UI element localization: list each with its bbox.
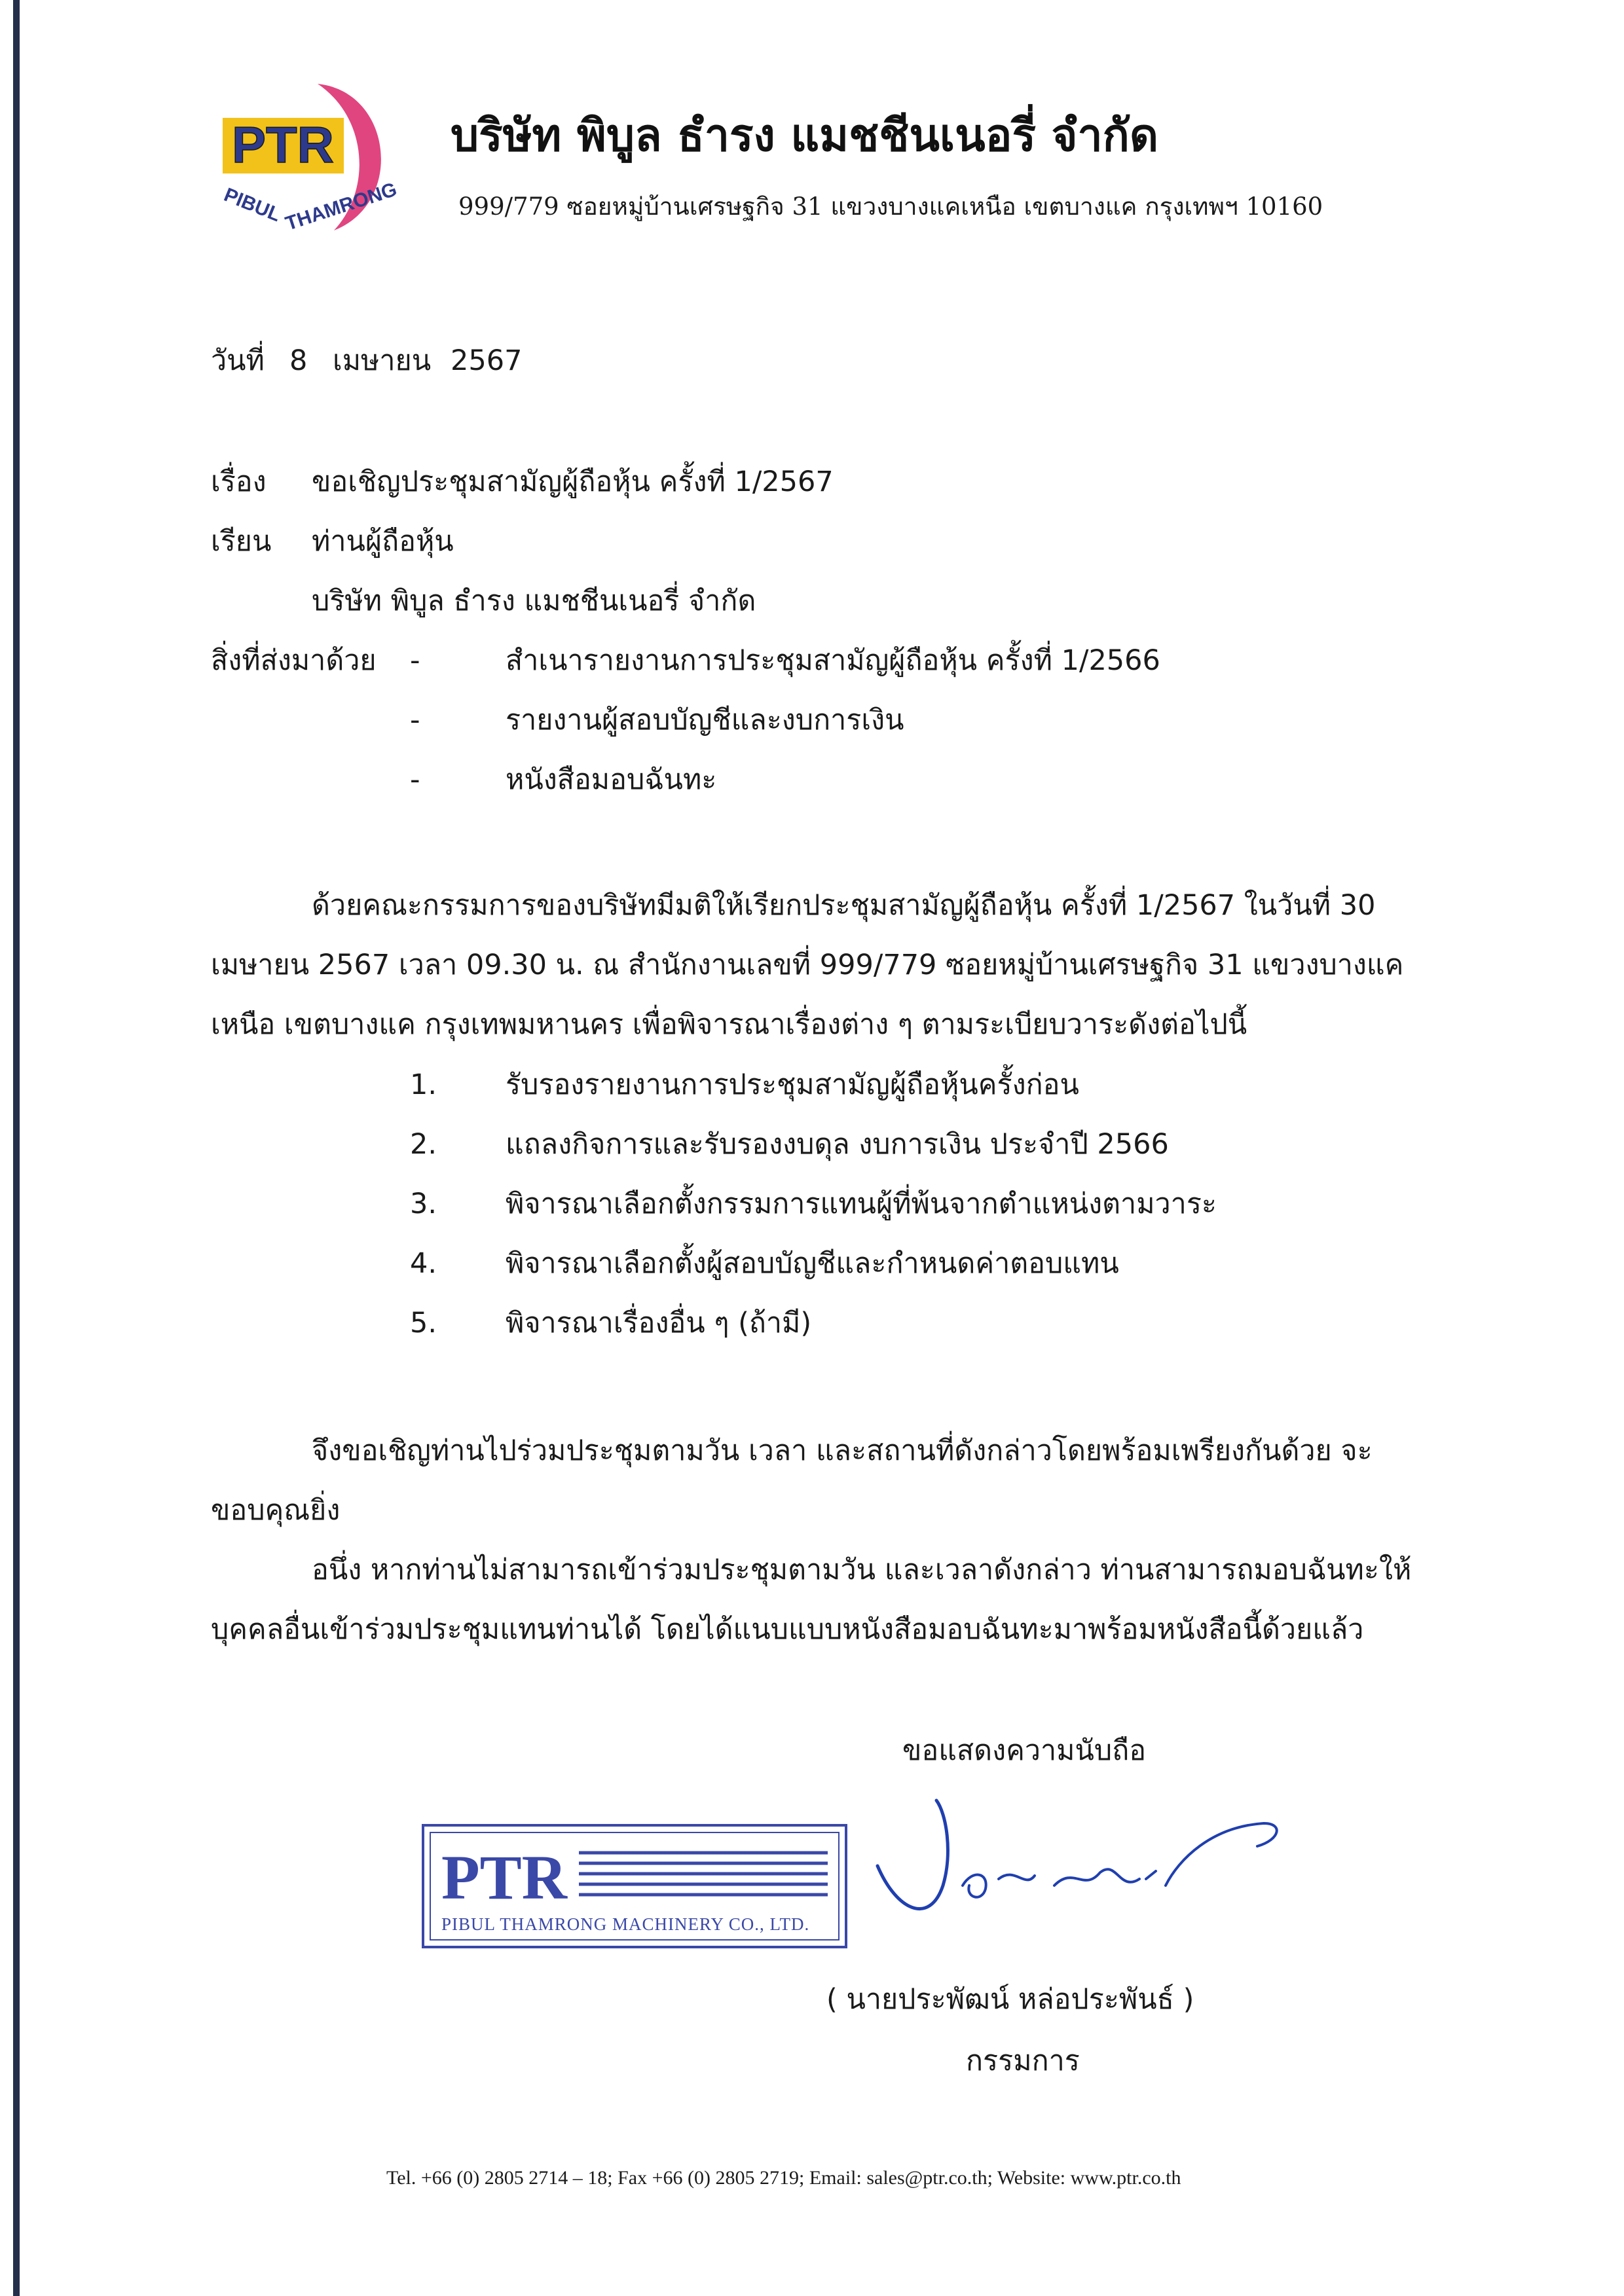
company-name: บริษัท พิบูล ธำรง แมชชีนเนอรี่ จำกัด	[451, 109, 1158, 162]
recipient-line-2: บริษัท พิบูล ธำรง แมชชีนเนอรี่ จำกัด	[312, 585, 756, 617]
body-paragraph-line: เมษายน 2567 เวลา 09.30 น. ณ สำนักงานเลขที่ 999/779 ซอยหมู่บ้านเศรษฐกิจ 31 แขวงบางแค	[211, 949, 1404, 981]
date-month: เมษายน	[333, 344, 432, 377]
closing-regards: ขอแสดงความนับถือ	[902, 1734, 1147, 1767]
enclosures-label: สิ่งที่ส่งมาด้วย	[211, 644, 377, 677]
body-paragraph-line: อนึ่ง หากท่านไม่สามารถเข้าร่วมประชุมตามวัน และเวลาดังกล่าว ท่านสามารถมอบฉันทะให้	[312, 1554, 1412, 1586]
signer-name: ( นายประพัฒน์ หล่อประพันธ์ )	[826, 1983, 1194, 2016]
body-paragraph-line: เหนือ เขตบางแค กรุงเทพมหานคร เพื่อพิจารณาเรื่องต่าง ๆ ตามระเบียบวาระดังต่อไปนี้	[211, 1008, 1247, 1041]
agenda-number: 5.	[410, 1307, 437, 1339]
company-stamp	[422, 1824, 847, 1948]
enclosure-item: หนังสือมอบฉันทะ	[506, 763, 717, 796]
ptr-logo	[196, 79, 419, 242]
agenda-number: 1.	[410, 1068, 437, 1101]
body-paragraph-line: ขอบคุณยิ่ง	[211, 1494, 341, 1527]
date-label: วันที่	[211, 344, 265, 377]
date-day: 8	[289, 344, 308, 377]
enclosure-item: รายงานผู้สอบบัญชีและงบการเงิน	[506, 704, 904, 737]
enclosure-item: สำเนารายงานการประชุมสามัญผู้ถือหุ้น ครั้งที่ 1/2566	[506, 644, 1160, 677]
agenda-number: 3.	[410, 1188, 437, 1220]
recipient-line-1: ท่านผู้ถือหุ้น	[312, 525, 454, 558]
svg-text:PTR: PTR	[441, 1842, 567, 1912]
footer-contact: Tel. +66 (0) 2805 2714 – 18; Fax +66 (0) 2805 2719; Email: sales@ptr.co.th; Website: www.ptr.co.th	[386, 2167, 1181, 2189]
agenda-item: พิจารณาเลือกตั้งผู้สอบบัญชีและกำหนดค่าตอบแทน	[506, 1247, 1119, 1280]
body-paragraph-line: ด้วยคณะกรรมการของบริษัทมีมติให้เรียกประชุมสามัญผู้ถือหุ้น ครั้งที่ 1/2567 ในวันที่ 30	[312, 889, 1376, 922]
agenda-item: รับรองรายงานการประชุมสามัญผู้ถือหุ้นครั้งก่อน	[506, 1068, 1079, 1101]
svg-text:PIBUL: PIBUL	[221, 183, 284, 227]
recipient-label: เรียน	[211, 525, 272, 558]
stamp-company-name: PIBUL THAMRONG MACHINERY CO., LTD.	[441, 1914, 810, 1934]
stamp-logo	[441, 1841, 834, 1913]
date-year: 2567	[451, 344, 523, 377]
enclosure-bullet: -	[410, 644, 420, 677]
signature	[858, 1787, 1303, 1931]
body-paragraph-line: จึงขอเชิญท่านไปร่วมประชุมตามวัน เวลา และสถานที่ดังกล่าวโดยพร้อมเพรียงกันด้วย จะ	[312, 1434, 1373, 1467]
signer-title: กรรมการ	[966, 2045, 1080, 2077]
agenda-item: แถลงกิจการและรับรองงบดุล งบการเงิน ประจำปี 2566	[506, 1128, 1169, 1161]
agenda-item: พิจารณาเลือกตั้งกรรมการแทนผู้ที่พ้นจากตำแหน่งตามวาระ	[506, 1188, 1217, 1220]
svg-text:PTR: PTR	[232, 116, 334, 173]
agenda-number: 4.	[410, 1247, 437, 1280]
agenda-number: 2.	[410, 1128, 437, 1161]
subject-text: ขอเชิญประชุมสามัญผู้ถือหุ้น ครั้งที่ 1/2567	[312, 465, 834, 498]
enclosure-bullet: -	[410, 763, 420, 796]
subject-label: เรื่อง	[211, 465, 267, 498]
svg-text:THAMRONG: THAMRONG	[282, 178, 400, 235]
agenda-item: พิจารณาเรื่องอื่น ๆ (ถ้ามี)	[506, 1307, 812, 1339]
company-address: 999/779 ซอยหมู่บ้านเศรษฐกิจ 31 แขวงบางแคเหนือ เขตบางแค กรุงเทพฯ 10160	[458, 192, 1323, 221]
enclosure-bullet: -	[410, 704, 420, 737]
page-edge-bar	[13, 0, 20, 2296]
body-paragraph-line: บุคคลอื่นเข้าร่วมประชุมแทนท่านได้ โดยได้แนบแบบหนังสือมอบฉันทะมาพร้อมหนังสือนี้ด้วยแล้ว	[211, 1613, 1364, 1646]
